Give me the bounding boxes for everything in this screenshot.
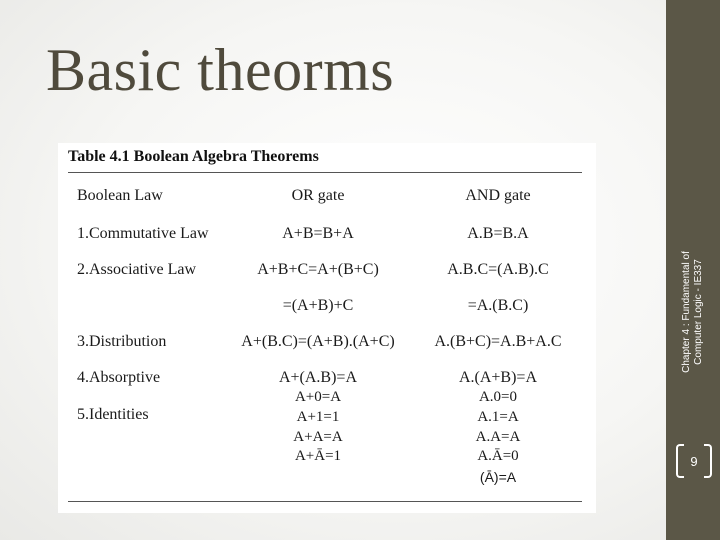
or-associative-continued: =(A+B)+C <box>282 297 354 314</box>
law-absorptive: 4.Absorptive <box>77 369 161 386</box>
and-absorptive: A.(A+B)=A <box>458 369 538 386</box>
law-identities: 5.Identities <box>77 406 149 423</box>
page-number <box>676 444 712 478</box>
or-identity: A+A=A <box>293 429 343 445</box>
slide-title: Basic theorms <box>46 37 395 103</box>
or-associative: A+B+C=A+(B+C) <box>257 261 379 278</box>
header-and-gate: AND gate <box>465 187 531 204</box>
law-commutative: 1.Commutative Law <box>77 225 209 242</box>
page-number-bracket-left <box>676 444 684 478</box>
and-identity: A.Ā=0 <box>477 448 519 464</box>
and-identity: (Ā)=A <box>479 469 517 485</box>
footer-line-2: Computer Logic - IE337 <box>693 259 704 365</box>
or-commutative: A+B=B+A <box>282 225 354 242</box>
footer-text <box>681 251 705 373</box>
table-top-rule <box>68 172 582 173</box>
boolean-theorems-table <box>58 143 596 513</box>
table-caption: Table 4.1 Boolean Algebra Theorems <box>68 148 319 165</box>
header-boolean-law: Boolean Law <box>77 187 163 204</box>
footer-line-1: Chapter 4 : Fundamental of <box>681 251 692 373</box>
and-associative-continued: =A.(B.C) <box>467 297 529 314</box>
and-identity: A.A=A <box>475 429 521 445</box>
page-number-bracket-right <box>704 444 712 478</box>
and-identity: A.0=0 <box>478 389 518 405</box>
and-distribution: A.(B+C)=A.B+A.C <box>434 333 562 350</box>
law-distribution: 3.Distribution <box>77 333 167 350</box>
or-identity: A+0=A <box>294 389 342 405</box>
or-identity: A+1=1 <box>296 409 340 425</box>
header-or-gate: OR gate <box>291 187 345 204</box>
and-associative: A.B.C=(A.B).C <box>447 261 549 278</box>
page-number-label: 9 <box>690 453 698 469</box>
table-bottom-rule <box>68 501 582 502</box>
and-identity: A.1=A <box>477 409 519 425</box>
or-absorptive: A+(A.B)=A <box>278 369 358 386</box>
law-associative: 2.Associative Law <box>77 261 197 278</box>
or-distribution: A+(B.C)=(A+B).(A+C) <box>241 333 395 350</box>
or-identity: A+Ā=1 <box>294 448 342 464</box>
and-commutative: A.B=B.A <box>467 225 529 242</box>
